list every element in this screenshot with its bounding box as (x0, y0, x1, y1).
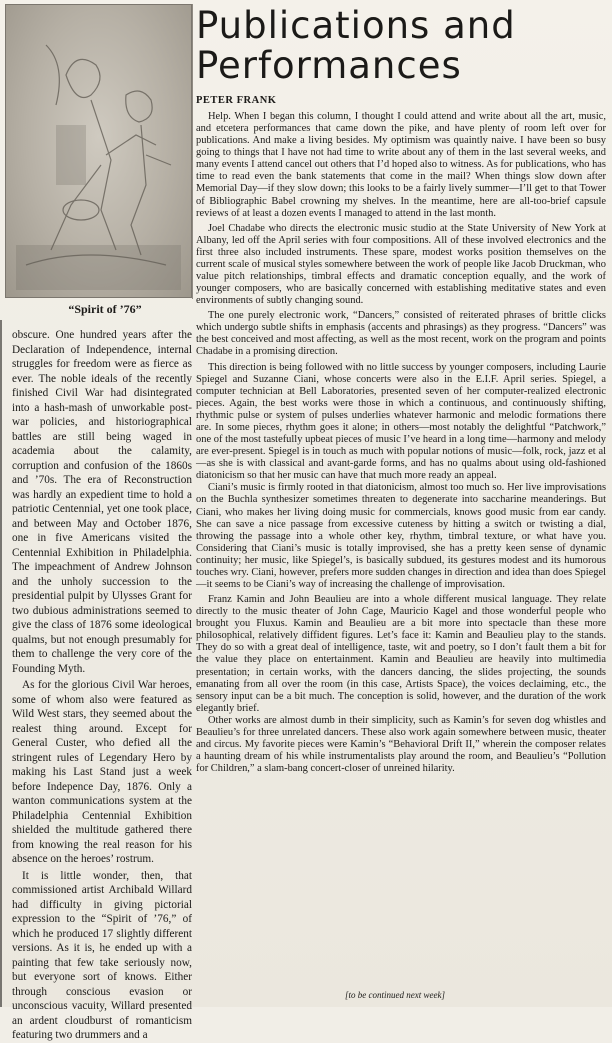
left-page-edge (0, 320, 8, 1007)
paragraph: Help. When I began this column, I thought I could attend and write about all the art, music, and etcetera performances that came down the pike, and have plenty of room left over for publications. And make a living besides. My optimism was quaintly naive. I have been so busy going to things that I have not had time to write about any of them in the last several weeks, and many events I attend cancel out others that I’d hoped also to witness. As for publications, who has time to read even the bank statements that come in the mail? When things slow down after Memorial Day—if they slow down; this looks to be a fairly lively summer—I’ll get to that Tower of Bibliographic Babel crowning my shelves. In the meantime, here are all-too-brief capsule reviews of at least a dozen events I managed to attend in the last month. (196, 111, 606, 219)
continued-note: [to be continued next week] (345, 990, 445, 1000)
photo-caption: “Spirit of ’76” (68, 302, 142, 316)
paragraph: obscure. One hundred years after the Declaration of Independence, internal struggles for freedom were as fierce as ever. The noble ideals of the recently finished Civil War had disintegrated into a hash-mash of unworkable post-war policies, and historiographical battles are still being waged in academia about the calamity, corruption and confusion of the 1860s and ’70s. The era of Reconstruction was hardly an expedient time to hold a patriotic Centennial, yet one took place, and between May and October 1876, one in five Americans visited the Centennial Exhibition in Philadelphia. The impeachment of Andrew Johnson and the unholy succession to the presidential pulpit by Ulysses Grant for two dubious administrations seemed to give the class of 1876 some ideological qualms, but not enough presumably for them to challenge the very core of the Founding Myth. (12, 329, 192, 675)
paragraph: It is little wonder, then, that commissioned artist Archibald Willard had difficulty in giving pictorial expression to the “Spirit of ’76,” of which he produced 17 slightly different versions. As it is, he ended up with a painting that few take seriously now, but everyone sort of knows. Either through conscious evasion or unconscious vacuity, Willard presented an ardent cloudburst of romanticism featuring two drummers and a (12, 869, 192, 1041)
headline-line-1: Publications and (196, 4, 516, 47)
paragraph: This direction is being followed with no little success by younger composers, including Laurie Spiegel and Suzanne Ciani, whose concerts were also in the E.I.F. April series. Spiegel, a computer technician at Bell Laboratories, presented seven of her computer-realized electronic pieces. Again, the best works were those in which a continuous, and continuously shifting, rhythmic pulse or system of pulses underlies whatever harmonic and melodic formations there are. In some pieces, rhythm goes it alone; in others—most notably the delightful “Patchwork,” one of the most tastefully upbeat pieces of music I’ve heard in a long time—harmony and melody are ever-present. Spiegel is in touch as much with popular notions of music—folk, rock, jazz et al—as she is with classical and avant-garde forms, and has no qualms about using old-fashioned diatonicism so that her music can have that much more ready an appeal. (196, 361, 606, 482)
paragraph: Franz Kamin and John Beaulieu are into a whole different musical language. They relate directly to the music theater of John Cage, Mauricio Kagel and those wonderful people who brought you Fluxus. Kamin and Beaulieu are a bit more into spectacle than these more philosophical, relatively diffident figures. Let’s face it: Kamin and Beaulieu play to the stands. They do so with a great deal of intelligence, taste, wit and poetry, so I don’t fault them a bit for the value they place on entertainment. Kamin and Beaulieu are heavily into multimedia presentation; in certain works, with the dancers dancing, the slides projecting, the sounds emanating from all over the room (in this case, Artists Space), the voices declaiming, etc., the sensory input can be a bit much. The conception is solid, however, and the duration of the work elegantly brief. (196, 594, 606, 714)
column-rule (192, 4, 193, 299)
paragraph: Other works are almost dumb in their simplicity, such as Kamin’s for seven dog whistles and Beaulieu’s for three unrelated dancers. These also work again somewhere between music, theater and circus. My favorite pieces were Kamin’s “Behavioral Drift II,” wherein the composer relates a haunting dream of his while instrumentalists play around the room, and Beaulieu’s “Pollution for Children,” a slam-bang concert-closer of unreined hilarity. (196, 714, 606, 775)
paragraph: Joel Chadabe who directs the electronic music studio at the State University of New York at Albany, led off the April series with four compositions. All of these involved electronics and the first three also included instruments. These spare, modest works position themselves on the current scale of musical styles somewhere between the work of people like Jacob Druckman, who value pitch relationships, timbral effects and dramatic conception equally, and the work of younger composers, who are basically concerned with establishing meditative states and even environments of subtly changing sound. (196, 222, 606, 307)
spirit-of-76-photo (5, 4, 192, 298)
paragraph: The one purely electronic work, “Dancers,” consisted of reiterated phrases of brittle clicks which undergo subtle shifts in emphasis (accents and phrasings) as they progress. “Dancers” was the best conceived and most affecting, as well as the most recent, work on the program and points Chadabe in a promising direction. (196, 310, 606, 358)
article-right-column (196, 111, 606, 775)
article-left-column (12, 328, 192, 1043)
headline-line-2: Performances (196, 44, 462, 87)
paragraph: Ciani’s music is firmly rooted in that diatonicism, almost too much so. Her live improvisations on the Buchla synthesizer sometimes threaten to degenerate into saccharine meanderings. But Ciani, who makes her living doing music for commercials, knows good music from ear candy. She can save a nice passage from excessive cuteness by hitting a switch or twisting a dial, throwing the passage into a whole other key, rhythm, timbral texture, or what have you. Considering that Ciani’s music is totally improvised, she has a pretty keen sense of dynamic continuity; her music, like Spiegel’s, is basically subdued, its gestures modest and its humorous touches wry. Ciani, however, prefers more sudden changes in direction and idea than does Spiegel—it seems to be Ciani’s way of increasing the challenge of improvisation. (196, 482, 606, 590)
paragraph: As for the glorious Civil War heroes, some of whom also were featured as Wild West stars, they seemed about the realest thing around. Except for General Custer, who defied all the stringent rules of Legendary Hero by making his Last Stand just a week before Indepence Day, 1876. Only a wanton communications system at the Philadelphia Centennial Exhibition shielded the multitude gathered there from knowing the real reason for his absence on the heroes’ rostrum. (12, 679, 192, 865)
spirit-of-76-illustration (6, 5, 191, 297)
byline: PETER FRANK (196, 95, 277, 106)
headline (196, 6, 606, 86)
